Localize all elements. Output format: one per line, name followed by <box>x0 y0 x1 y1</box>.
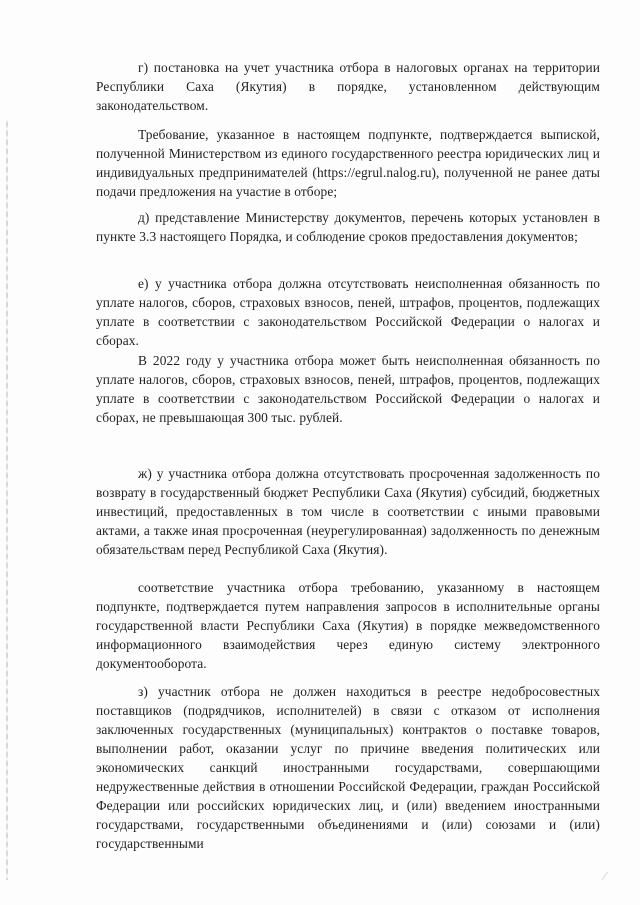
scan-artifact-margin <box>6 120 8 880</box>
paragraph-z: з) участник отбора не должен находиться в реестре недобросовестных поставщиков (подрядчиков, исполнителей) в связи с отказом от исполнения заключенных государственных (муниципальных) контрактов о поставке товаров, выполнении работ, оказании услуг по причине введения политических или экономических санкций иностранными государствами, совершающими недружественные действия в отношении Российской Федерации, граждан Российской Федерации или российских юридических лиц, и (или) введением иностранными государствами, государственными объединениями и (или) союзами и (или) государственными <box>96 684 600 851</box>
paragraph-g-requirement: Требование, указанное в настоящем подпункте, подтверждается выпиской, полученной Министерством из единого государственного реестра юридических лиц и индивидуальных предпринимателей (https://egrul.nalog.ru), полученной не ранее даты подачи предложения на участие в отборе; <box>96 127 600 199</box>
paragraph-zh: ж) у участника отбора должна отсутствовать просроченная задолженность по возврату в государственный бюджет Республики Саха (Якутия) субсидий, бюджетных инвестиций, предоставленных в том числе в соответствии с иными правовыми актами, а также иная просроченная (неурегулированная) задолженность по денежным обязательствам перед Республикой Саха (Якутия). <box>96 466 600 557</box>
paragraph-zh-compliance: соответствие участника отбора требованию, указанному в настоящем подпункте, подтверждается путем направления запросов в исполнительные органы государственной власти Республики Саха (Якутия) в порядке межведомственного информационного взаимодействия через единую систему электронного документооборота. <box>96 580 600 671</box>
paragraph-e: е) у участника отбора должна отсутствовать неисполненная обязанность по уплате налогов, сборов, страховых взносов, пеней, штрафов, процентов, подлежащих уплате в соответствии с законодательством Российской Федерации о налогах и сборах. <box>96 276 600 348</box>
paragraph-g: г) постановка на учет участника отбора в налоговых органах на территории Республики Саха (Якутия) в порядке, установленном действующим законодательством. <box>96 60 600 113</box>
paragraph-e-2022: В 2022 году у участника отбора может быть неисполненная обязанность по уплате налогов, сборов, страховых взносов, пеней, штрафов, процентов, подлежащих уплате в соответствии с законодательством Российской Федерации о налогах и сборах, не превышающая 300 тыс. рублей. <box>96 353 600 425</box>
scan-artifact-corner <box>601 872 619 889</box>
paragraph-d: д) представление Министерству документов, перечень которых установлен в пункте 3.3 настоящего Порядка, и соблюдение сроков предоставления документов; <box>96 210 600 244</box>
